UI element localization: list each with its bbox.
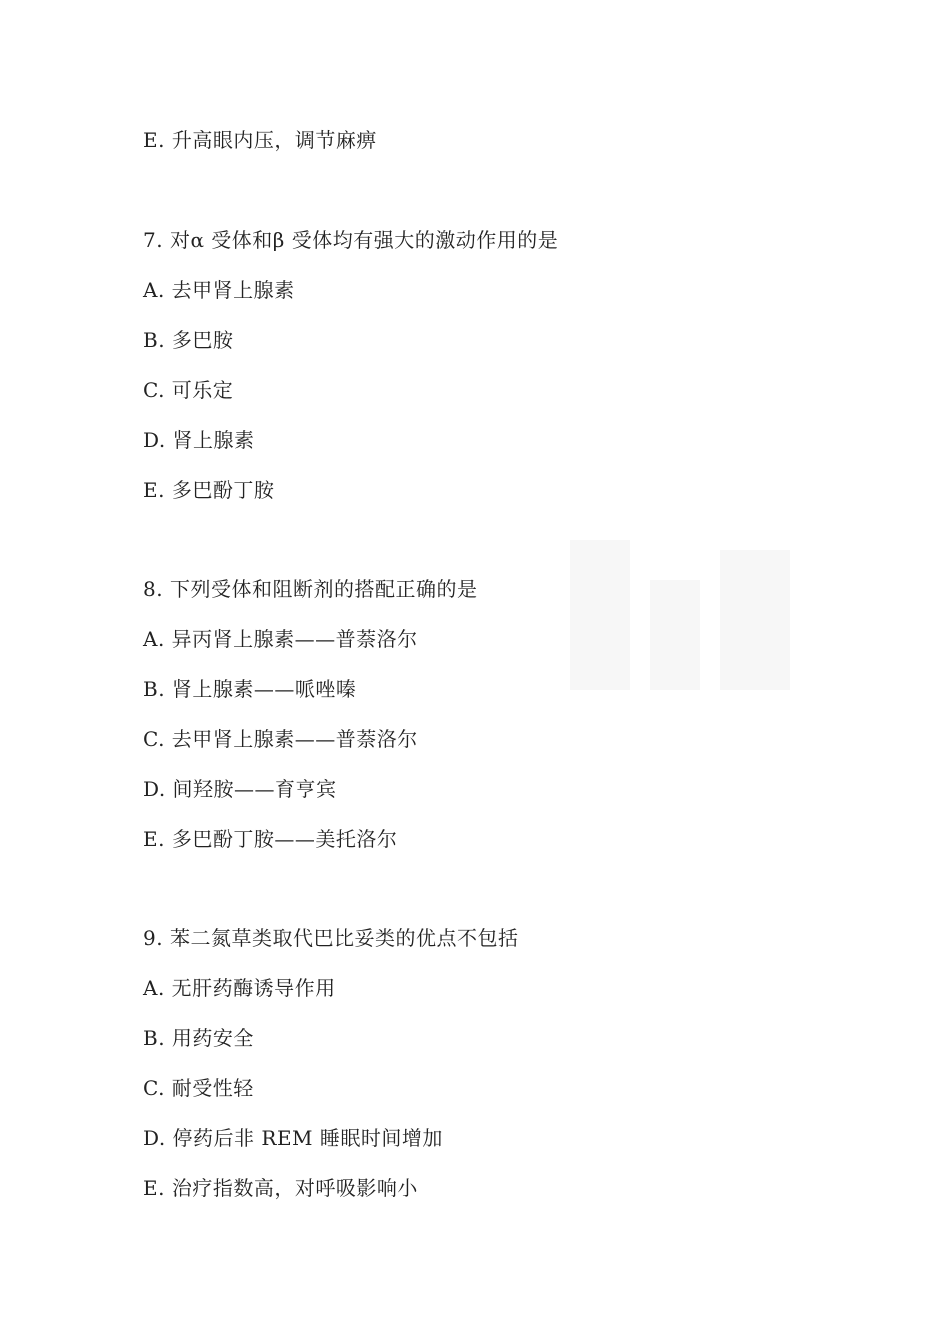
option-7c: C. 可乐定 — [143, 378, 234, 402]
question-7: 7. 对α 受体和β 受体均有强大的激动作用的是 — [143, 228, 559, 252]
option-7d: D. 肾上腺素 — [143, 428, 255, 452]
option-6e: E. 升高眼内压，调节麻痹 — [143, 128, 377, 152]
option-7a: A. 去甲肾上腺素 — [143, 278, 295, 302]
question-9: 9. 苯二氮草类取代巴比妥类的优点不包括 — [143, 926, 519, 950]
option-8b: B. 肾上腺素——哌唑嗪 — [143, 677, 357, 701]
option-9a: A. 无肝药酶诱导作用 — [143, 976, 336, 1000]
faint-watermark — [560, 520, 800, 720]
question-8: 8. 下列受体和阻断剂的搭配正确的是 — [143, 577, 478, 601]
option-9b: B. 用药安全 — [143, 1026, 254, 1050]
option-9d: D. 停药后非 REM 睡眠时间增加 — [143, 1126, 443, 1150]
option-8a: A. 异丙肾上腺素——普萘洛尔 — [143, 627, 418, 651]
option-7e: E. 多巴酚丁胺 — [143, 478, 275, 502]
option-8d: D. 间羟胺——育亨宾 — [143, 777, 337, 801]
option-8c: C. 去甲肾上腺素——普萘洛尔 — [143, 727, 418, 751]
option-9e: E. 治疗指数高，对呼吸影响小 — [143, 1176, 418, 1200]
option-8e: E. 多巴酚丁胺——美托洛尔 — [143, 827, 398, 851]
option-7b: B. 多巴胺 — [143, 328, 234, 352]
option-9c: C. 耐受性轻 — [143, 1076, 254, 1100]
